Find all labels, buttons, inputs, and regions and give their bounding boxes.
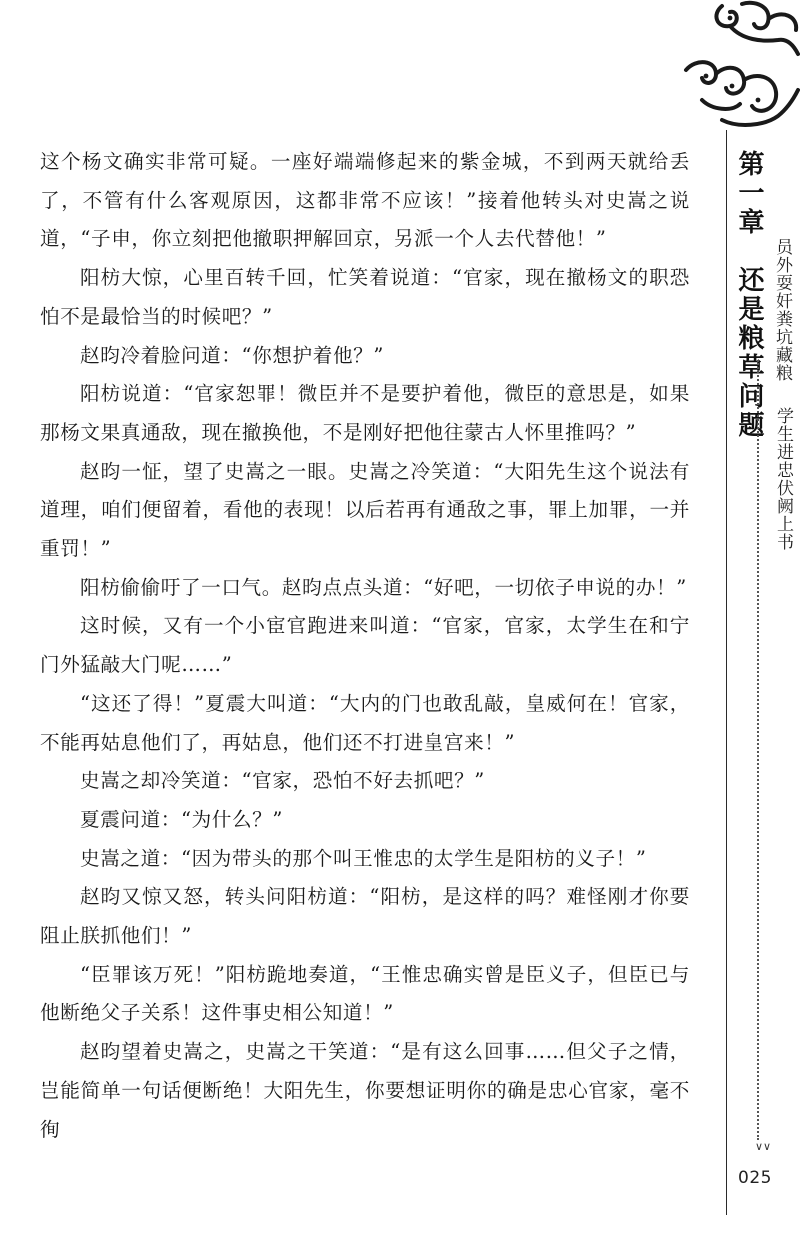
body-text [40, 143, 690, 1149]
paragraph: 史嵩之道：“因为带头的那个叫王惟忠的太学生是阳枋的义子！” [80, 846, 647, 870]
cloud-ornament-icon [682, 0, 800, 135]
paragraph: 阳枋大惊，心里百转千回，忙笑着说道：“官家，现在撤杨文的职恐怕不是最恰当的时候吧？” [40, 266, 690, 328]
paragraph: 赵昀一怔，望了史嵩之一眼。史嵩之冷笑道：“大阳先生这个说法有道理，咱们便留着，看他的表现！以后若再有通敌之事，罪上加罪，一并重罚！” [40, 459, 690, 561]
paragraph: 这时候，又有一个小宦官跑进来叫道：“官家，官家，太学生在和宁门外猛敲大门呢……” [40, 614, 690, 677]
chapter-subtitle-2: 学生进忠伏阙上书 [773, 407, 793, 551]
chevron-down-icon [755, 1140, 772, 1153]
dotted-leader [757, 360, 760, 1140]
paragraph: 赵昀又惊又怒，转头问阳枋道：“阳枋，是这样的吗？难怪刚才你要阻止朕抓他们！” [40, 885, 690, 948]
paragraph: “这还了得！”夏震大叫道：“大内的门也敢乱敲，皇威何在！官家，不能再姑息他们了，再姑息，他们还不打进皇宫来！” [40, 691, 690, 754]
paragraph: “臣罪该万死！”阳枋跪地奏道，“王惟忠确实曾是臣义子，但臣已与他断绝父子关系！这件事史相公知道！” [40, 962, 690, 1025]
paragraph: 赵昀望着史嵩之，史嵩之干笑道：“是有这么回事……但父子之情，岂能简单一句话便断绝！大阳先生，你要想证明你的确是忠心官家，毫不徇 [40, 1040, 690, 1141]
paragraph: 阳枋偷偷吁了一口气。赵昀点点头道：“好吧，一切依子申说的办！” [80, 575, 687, 599]
paragraph: 夏震问道：“为什么？” [80, 807, 283, 831]
paragraph: 这个杨文确实非常可疑。一座好端端修起来的紫金城，不到两天就给丢了，不管有什么客观原因，这都非常不应该！”接着他转头对史嵩之说道，“子申，你立刻把他撤职押解回京，另派一个人去代替他！” [40, 150, 690, 251]
margin-rule [726, 130, 727, 1215]
paragraph: 史嵩之却冷笑道：“官家，恐怕不好去抓吧？” [80, 769, 485, 793]
chapter-subtitle-1: 员外耍奸粪坑藏粮 [772, 238, 792, 382]
chevron-down-glyphs: ∨∨ [755, 1140, 772, 1153]
paragraph: 阳枋说道：“官家恕罪！微臣并不是要护着他，微臣的意思是，如果那杨文果真通敌，现在撤换他，不是刚好把他往蒙古人怀里推吗？” [40, 382, 690, 444]
chapter-title: 第一章 还是粮草问题 [734, 150, 764, 440]
paragraph: 赵昀冷着脸问道：“你想护着他？” [80, 343, 384, 367]
page-number: 025 [738, 1168, 772, 1188]
